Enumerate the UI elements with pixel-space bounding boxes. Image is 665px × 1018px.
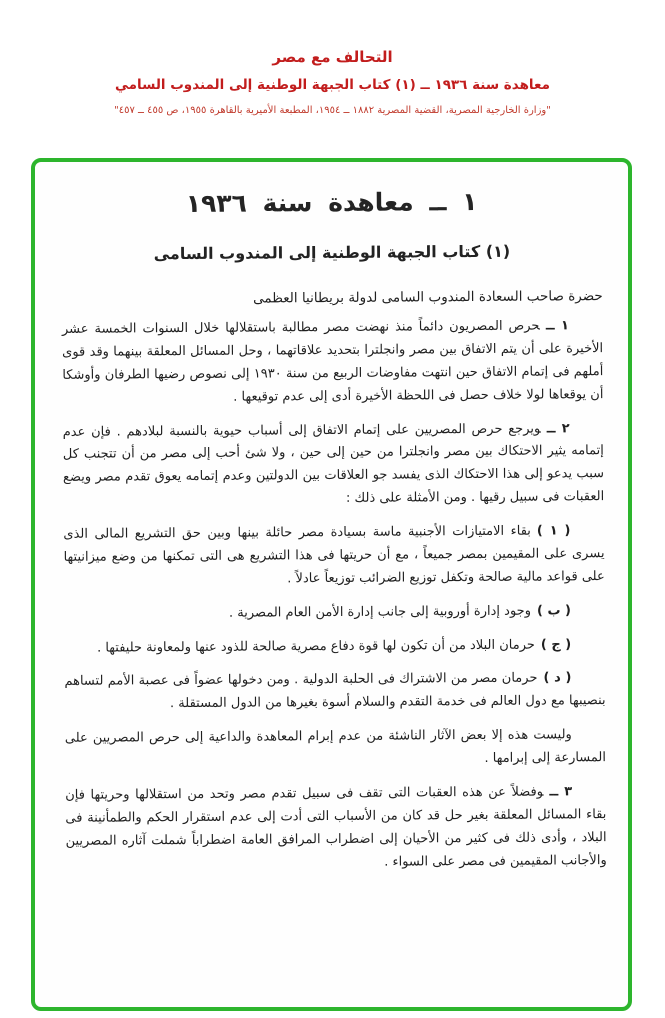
header-source-citation: "وزارة الخارجية المصرية، القضية المصرية ١٨٨٢ ــ ١٩٥٤، المطبعة الأميرية بالقاهرة ١٩٥٥، ص ٤٥٥ ــ ٤٥٧" [114, 105, 551, 116]
paragraph-marker: ١ ــ [545, 318, 570, 334]
paragraph-marker: ٣ ــ [549, 784, 573, 800]
paragraph [65, 724, 606, 774]
header-subtitle: معاهدة سنة ١٩٣٦ ــ (١) كتاب الجبهة الوطنية إلى المندوب السامي [115, 77, 550, 93]
document-subtitle: (١) كتاب الجبهة الوطنية إلى المندوب السامى [153, 241, 511, 264]
list-item [64, 667, 605, 717]
list-item-text: حرمان مصر من الاشتراك فى الحلبة الدولية . ومن دخولها عضواً فى عصبة الأمم لتساهم بنصيبها مع دول العالم فى خدمة التقدم والسلام أسوة بغيرها من الدول المستقلة . [64, 670, 606, 712]
paragraph-text: وليست هذه إلا بعض الآثار الناشئة من عدم إبرام المعاهدة والداعية إلى حرص المصريين على المسارعة إلى إبرامها . [64, 727, 607, 766]
list-item-marker: ( ب ) [536, 602, 572, 619]
list-item-marker: ( ج ) [540, 636, 572, 653]
paragraph [62, 315, 604, 410]
list-item [63, 520, 604, 592]
paragraph-text: حرص المصريون دائماً منذ نهضت مصر مطالبة باستقلالها خلال السنوات الخمسة عشر الأخيرة على أن يتم الاتفاق بين مصر وانجلترا بتحديد علاقاتهما ، وحل المسائل المعلقة بينهما وقد قوى أملهم فى إتمام الاتفاق حين انتهت مفاوضات الربيع من سنة ١٩٣٠ إلى نصوص رضيها الطرفان وأوشكا أن يوقعاها لولا خلاف حصل فى اللحظة الأخيرة أدى إلى عدم توقيعها . [61, 318, 604, 405]
salutation: حضرة صاحب السعادة المندوب السامى لدولة بريطانيا العظمى [253, 288, 603, 307]
list-item [64, 634, 605, 661]
paragraph-text: وفضلاً عن هذه العقبات التى تقف فى سبيل تقدم مصر وتحد من استقلالها وحريتها فإن بقاء المسائل المعلقة بغير حل قد كان من الأسباب التى أدت إلى عدم استقرار الحكم والطمأنينة فى البلاد ، وأدى ذلك فى كثير من الأحيان إلى اضطراب المرافق العامة اضطراباً شملت آثاره المصريين والأجانب المقيمين فى مصر على السواء . [65, 784, 607, 870]
list-item-text: وجود إدارة أوروبية إلى جانب إدارة الأمن العام المصرية . [228, 603, 532, 621]
paragraph [63, 418, 605, 513]
list-item-text: حرمان البلاد من أن تكون لها قوة دفاع مصرية صالحة للذود عنها ولمعاونة حليفتها . [96, 637, 535, 656]
scanned-document-frame [31, 158, 632, 1011]
list-item-text: بقاء الامتيازات الأجنبية ماسة بسيادة مصر حائلة بينها وبين حق التشريع المالى الذى يسرى على المقيمين بمصر جميعاً ، مع أن حريتها فى هذا التشريع هى التى تمكنها من وضع ميزانيتها على قواعد مالية صالحة وتكفل توزيع الضرائب توزيعاً عادلاً . [63, 523, 605, 587]
paragraph [65, 781, 607, 876]
document-title: ١ ــ معاهدة سنة ١٩٣٦ [185, 186, 478, 219]
paragraph-text: ويرجع حرص المصريين على إتمام الاتفاق إلى أسباب حيوية بالنسبة لبلادهم . فإن عدم إتمامه يثير الاحتكاك بين مصر وانجلترا من حين إلى حين ، ولا شئ أحب إلى مصر من أن تتجنب كل سبب يدعو إلى هذا الاحتكاك الذى يفسد جو العلاقات بين الدولتين وعدم إتمامه يعوق تقدم مصر ويضع العقبات فى سبيل رقيها . ومن الأمثلة على ذلك : [62, 421, 605, 507]
paragraph-marker: ٢ ــ [546, 420, 570, 437]
header-title: التحالف مع مصر [272, 48, 393, 66]
list-item-marker: ( د ) [543, 670, 572, 686]
header [0, 0, 665, 116]
scanned-document [61, 186, 607, 876]
list-item-marker: ( ١ ) [536, 523, 571, 539]
list-item [64, 600, 605, 627]
